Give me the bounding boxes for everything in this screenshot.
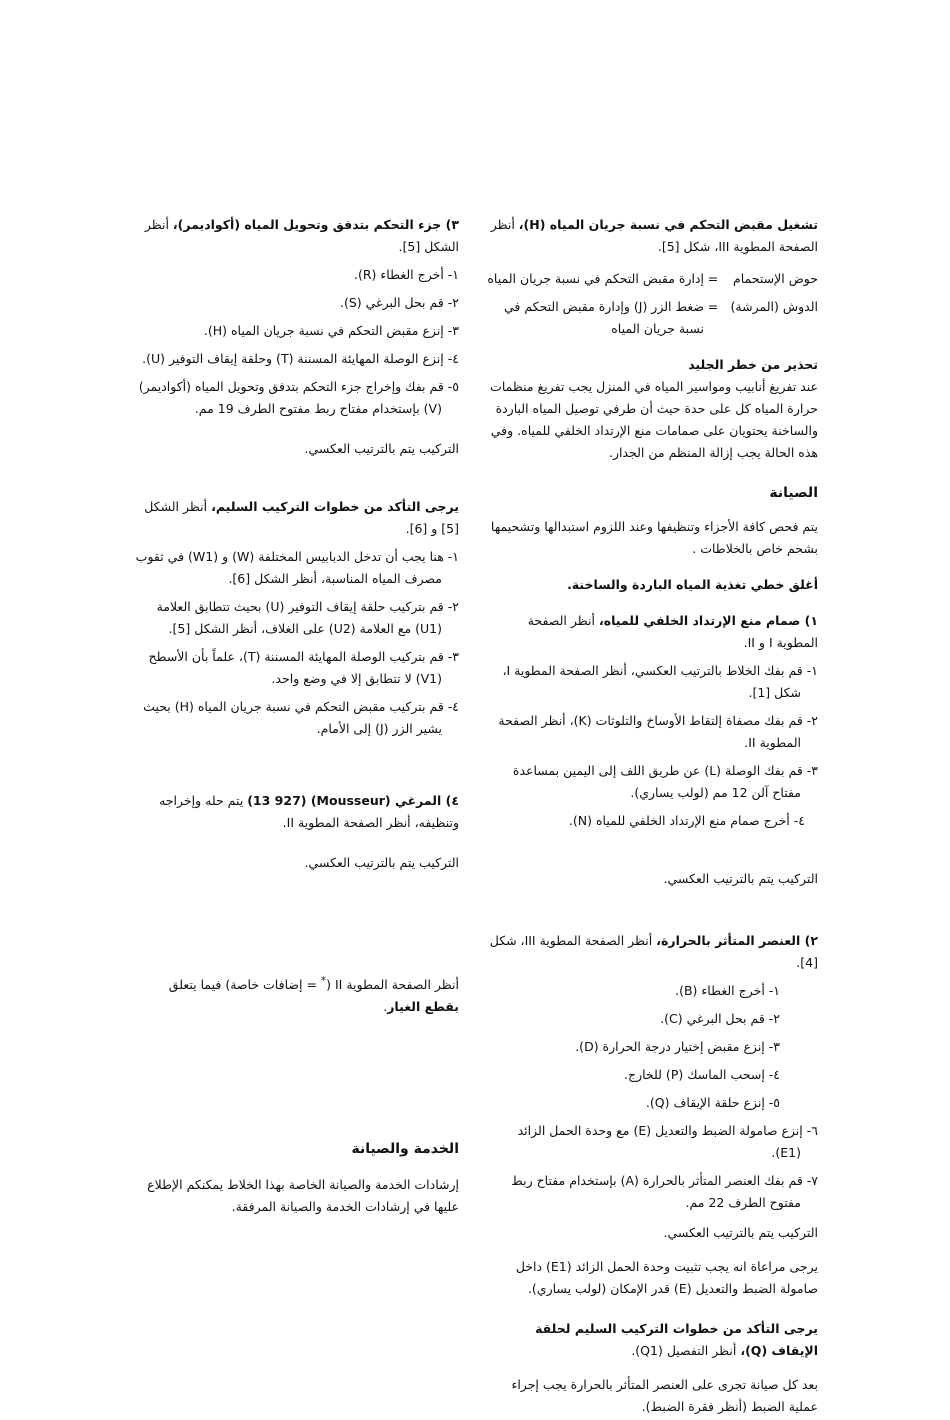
after-maintenance-note: بعد كل صيانة تجرى على العنصر المتأثر بالحرارة يجب إجراء عملية الضبط (أنظر فقرة الضبط). bbox=[511, 1377, 818, 1414]
operation-title: تشغيل مقبض التحكم في نسبة جريان المياه (H)، bbox=[518, 217, 818, 232]
list-item: ٦- إنزع صامولة الضبط والتعديل (E) مع وحدة الحمل الزائد (E1). bbox=[517, 1123, 818, 1160]
definition-bathtub: حوض الإستحمام = إدارة مقبض التحكم في نسبة جريان المياه bbox=[487, 271, 818, 286]
frost-text: عند تفريغ أنابيب ومواسير المياه في المنزل يجب تفريغ منظمات حرارة المياه كل على حدة حيث أن طرفي توصيل المياه الباردة والساخنة يحتويان على صمامات منع الإرتداد الخلفي للمياه. وفي هذه الحالة يجب إزالة المنظم من الجدار. bbox=[490, 379, 818, 460]
list-item: ١- أخرج الغطاء (R). bbox=[354, 267, 459, 282]
list-item: ٧- قم بفك العنصر المتأثر بالحرارة (A) بإستخدام مفتاح ربط مفتوح الطرف 22 مم. bbox=[511, 1173, 818, 1210]
spare-parts-note: أنظر الصفحة المطوية II (* = إضافات خاصة) فيما يتعلق بقطع الغيار. bbox=[168, 975, 459, 1015]
reverse-note: التركيب يتم بالترتيب العكسي. bbox=[663, 1225, 818, 1240]
list-item: ٣- قم بفك الوصلة (L) عن طريق اللف إلى اليمين بمساعدة مفتاح آلن 12 مم (لولب يساري). bbox=[512, 763, 818, 800]
list-item: ٥- قم بفك وإخراج جزء التحكم بتدفق وتحويل المياه (أكواديمر) (V) بإستخدام مفتاح ربط مفتوح الطرف 19 مم. bbox=[138, 379, 459, 416]
section-4-title: ٤) المرغي (Mousseur) (13 927) يتم حله وإخراجه وتنظيفه، أنظر الصفحة المطوية II. bbox=[159, 793, 459, 830]
stop-ring-check: يرجى التأكد من خطوات التركيب السليم لحلقة الإيقاف (Q)، أنظر التفصيل (Q1). bbox=[535, 1321, 818, 1358]
list-item: ١- قم بفك الخلاط بالترتيب العكسي، أنظر الصفحة المطوية I، شكل [1]. bbox=[502, 663, 818, 700]
list-item: ٢- قم بحل البرغي (C). bbox=[660, 1011, 780, 1026]
list-item: ٣- إنزع مقبض التحكم في نسبة جريان المياه (H). bbox=[203, 323, 459, 338]
list-item: ٤- إسحب الماسك (P) للخارج. bbox=[624, 1067, 780, 1082]
list-item: ٢- قم بتركيب حلقة إيقاف التوفير (U) بحيث تتطابق العلامة (U1) مع العلامة (U2) على الغلاف، أنظر الشكل [5]. bbox=[156, 599, 459, 636]
reverse-note: التركيب يتم بالترتيب العكسي. bbox=[304, 441, 459, 456]
maintenance-heading: الصيانة bbox=[769, 485, 818, 501]
close-supply-note: أغلق خطي تغذية المياه الباردة والساخنة. bbox=[567, 577, 818, 592]
service-heading: الخدمة والصيانة bbox=[351, 1141, 459, 1158]
list-item: ٢- قم بفك مصفاة إلتقاط الأوساخ والتلوثات (K)، أنظر الصفحة المطوية II. bbox=[498, 713, 818, 750]
frost-heading: تحذير من خطر الجليد bbox=[688, 357, 818, 372]
section-1-title: ١) صمام منع الإرتداد الخلفي للمياه، أنظر الصفحة المطوية I و II. bbox=[527, 613, 818, 650]
reverse-note: التركيب يتم بالترتيب العكسي. bbox=[663, 871, 818, 886]
list-item: ٤- إنزع الوصلة المهايئة المسننة (T) وحلقة إيقاف التوفير (U). bbox=[142, 351, 459, 366]
section-3-title: ٣) جزء التحكم بتدفق وتحويل المياه (أكواديمر)، أنظر الشكل [5]. bbox=[144, 217, 459, 254]
list-item: ١- أخرج الغطاء (B). bbox=[675, 983, 780, 998]
maintenance-text: يتم فحص كافة الأجزاء وتنظيفها وعند اللزوم استبدالها وتشحيمها بشحم خاص بالخلاطات . bbox=[490, 519, 818, 556]
list-item: ١- هنا يجب أن تدخل الدبابيس المختلفة (W) و (W1) في ثقوب مصرف المياه المناسبة، أنظر الشكل [6]. bbox=[135, 549, 459, 586]
overload-note: يرجى مراعاة انه يجب تثبيت وحدة الحمل الزائد (E1) داخل صامولة الضبط والتعديل (E) قدر الإمكان (لولب يساري). bbox=[515, 1259, 818, 1296]
definition-shower: الدوش (المرشة) = ضغط الزر (J) وإدارة مقبض التحكم في نسبة جريان المياه bbox=[504, 299, 818, 336]
reverse-note: التركيب يتم بالترتيب العكسي. bbox=[304, 855, 459, 870]
service-text: إرشادات الخدمة والصيانة الخاصة بهذا الخلاط يمكنكم الإطلاع عليها في إرشادات الخدمة والصيانة المرفقة. bbox=[147, 1177, 459, 1215]
list-item: ٤- قم بتركيب مقبض التحكم في نسبة جريان المياه (H) بحيث يشير الزر (J) إلى الأمام. bbox=[143, 699, 459, 736]
list-item: ٤- أخرج صمام منع الإرتداد الخلفي للمياه (N). bbox=[568, 813, 805, 828]
list-item: ٣- إنزع مقبض إختيار درجة الحرارة (D). bbox=[575, 1039, 780, 1054]
list-item: ٣- قم بتركيب الوصلة المهايئة المسننة (T)، علماً بأن الأسطح (V1) لا تتطابق إلا في وضع واحد. bbox=[148, 649, 459, 686]
list-item: ٢- قم بحل البرغي (S). bbox=[339, 295, 459, 310]
right-column bbox=[487, 214, 818, 1418]
list-item: ٥- إنزع حلقة الإيقاف (Q). bbox=[645, 1095, 780, 1110]
section-2-title: ٢) العنصر المتأثر بالحرارة، أنظر الصفحة المطوية III، شكل [4]. bbox=[489, 933, 818, 970]
operation-paragraph: تشغيل مقبض التحكم في نسبة جريان المياه (H)، أنظر الصفحة المطوية III، شكل [5]. bbox=[490, 217, 818, 254]
correct-assembly-title: يرجى التأكد من خطوات التركيب السليم، أنظر الشكل [5] و [6]. bbox=[144, 499, 459, 536]
left-column bbox=[133, 214, 459, 1218]
